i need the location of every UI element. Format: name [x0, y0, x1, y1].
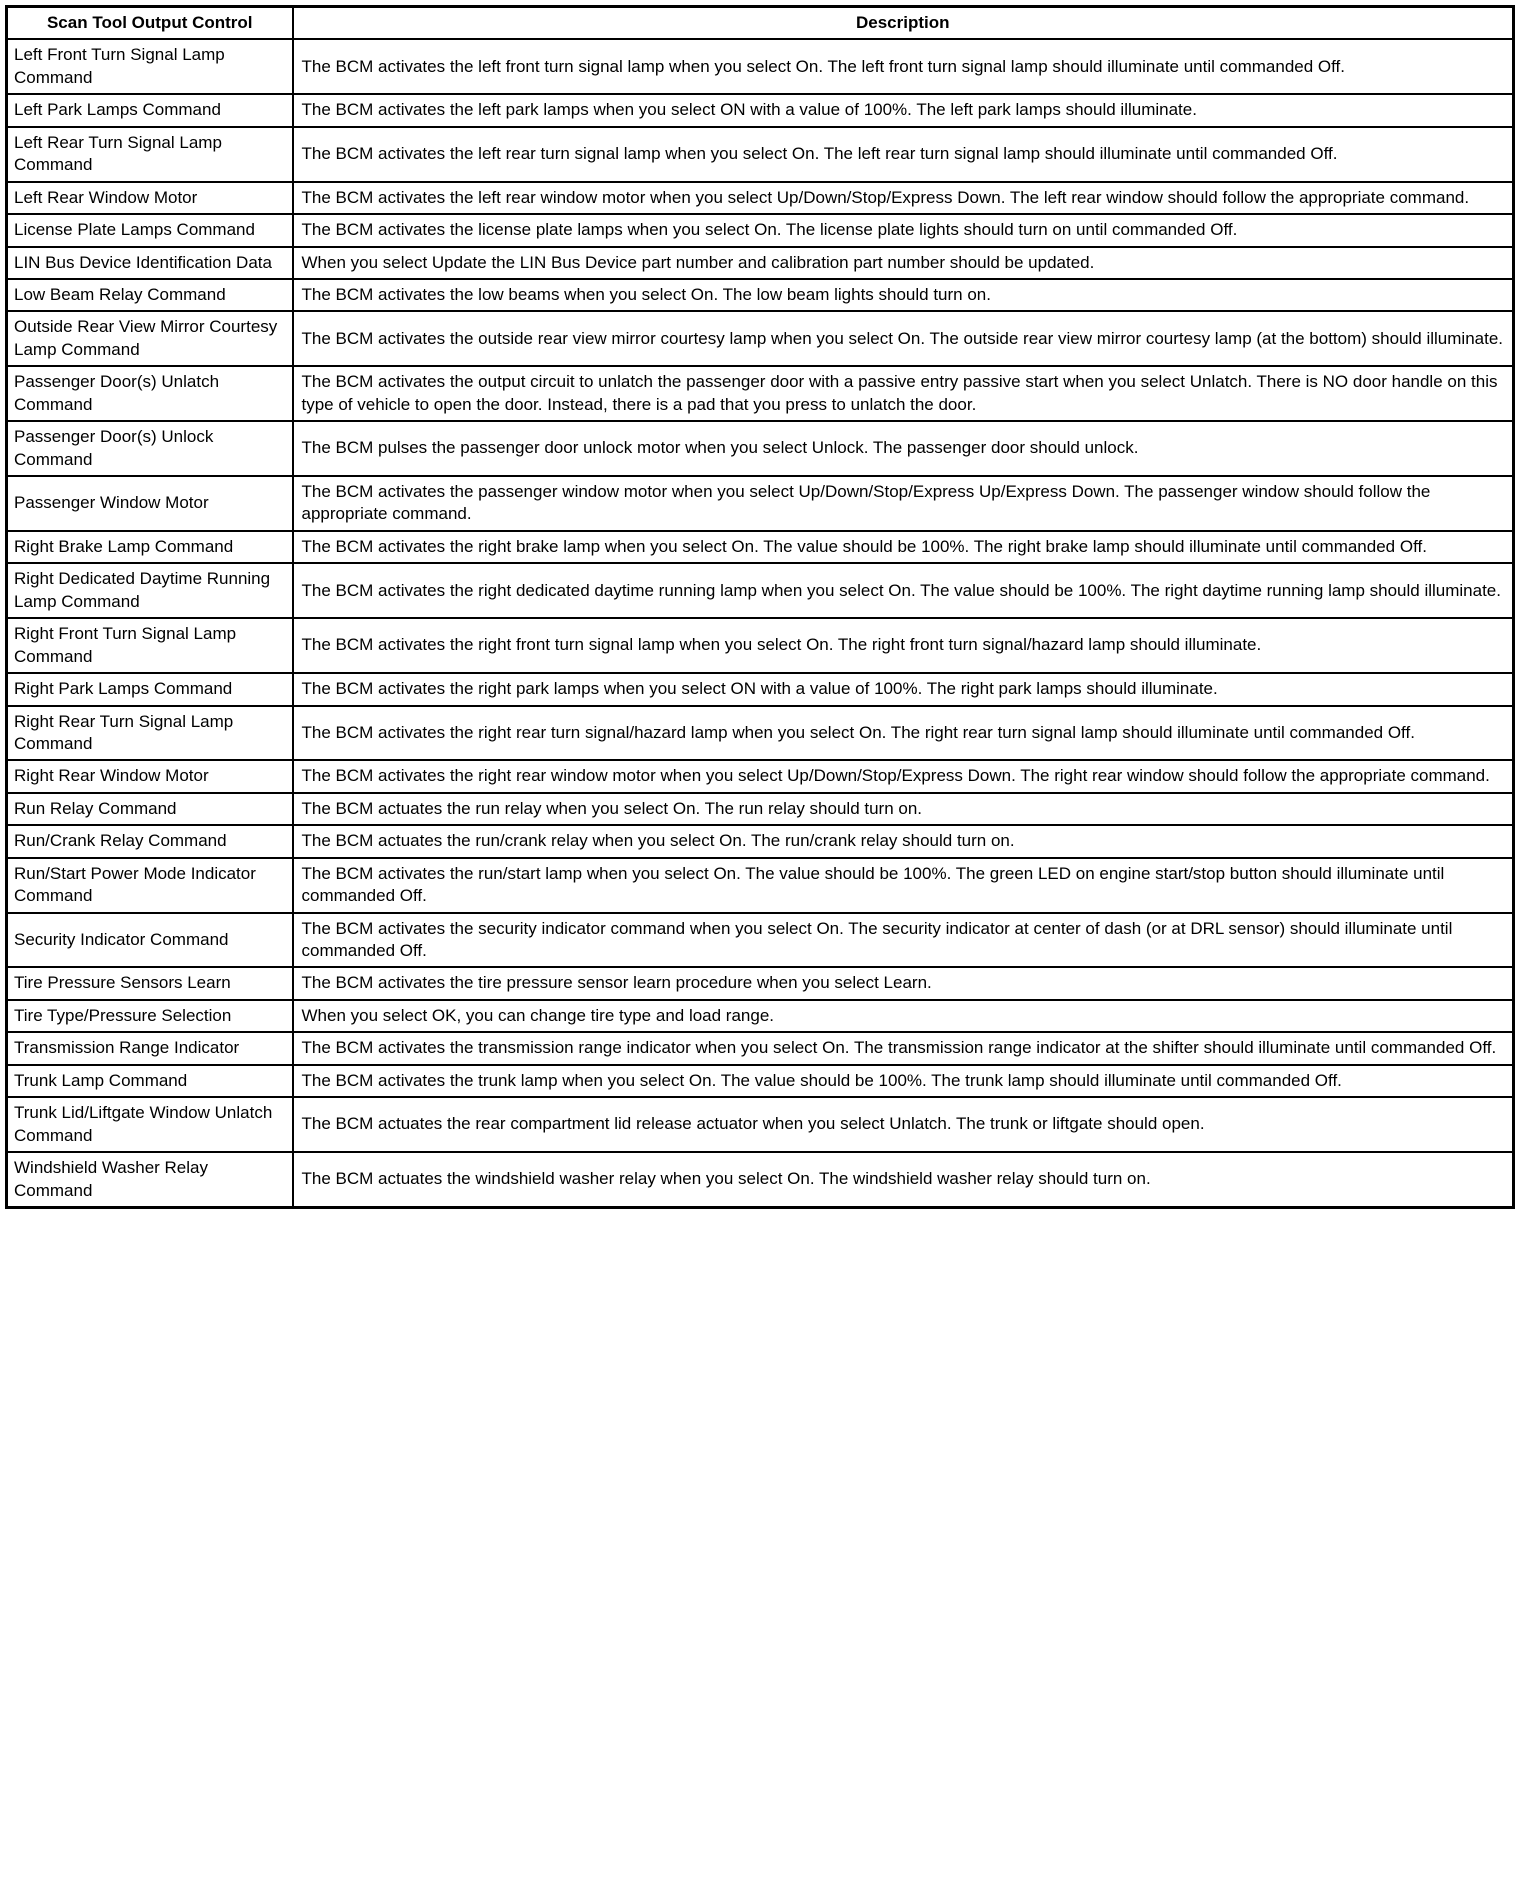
control-cell: License Plate Lamps Command: [7, 214, 293, 246]
control-cell: Left Rear Turn Signal Lamp Command: [7, 127, 293, 182]
control-cell: Left Front Turn Signal Lamp Command: [7, 39, 293, 94]
header-row: [7, 7, 1514, 40]
description-cell: The BCM activates the outside rear view mirror courtesy lamp when you select On. The outside rear view mirror courtesy lamp (at the bottom) should illuminate.: [293, 311, 1514, 366]
table-row: [7, 706, 1514, 761]
control-cell: Low Beam Relay Command: [7, 279, 293, 311]
table-row: [7, 311, 1514, 366]
table-row: [7, 421, 1514, 476]
description-cell: The BCM activates the run/start lamp when you select On. The value should be 100%. The green LED on engine start/stop button should illuminate until commanded Off.: [293, 858, 1514, 913]
table-row: [7, 39, 1514, 94]
table-row: [7, 858, 1514, 913]
table-row: [7, 94, 1514, 126]
description-cell: When you select Update the LIN Bus Device part number and calibration part number should be updated.: [293, 247, 1514, 279]
description-cell: The BCM activates the tire pressure sensor learn procedure when you select Learn.: [293, 967, 1514, 999]
header-description: Description: [293, 7, 1514, 40]
description-cell: The BCM actuates the windshield washer relay when you select On. The windshield washer relay should turn on.: [293, 1152, 1514, 1207]
control-cell: Security Indicator Command: [7, 913, 293, 968]
table-row: [7, 1065, 1514, 1097]
control-cell: Right Rear Turn Signal Lamp Command: [7, 706, 293, 761]
control-cell: Left Rear Window Motor: [7, 182, 293, 214]
control-cell: Passenger Door(s) Unlatch Command: [7, 366, 293, 421]
table-row: [7, 247, 1514, 279]
control-cell: Windshield Washer Relay Command: [7, 1152, 293, 1207]
description-cell: The BCM activates the right park lamps when you select ON with a value of 100%. The right park lamps should illuminate.: [293, 673, 1514, 705]
description-cell: The BCM pulses the passenger door unlock motor when you select Unlock. The passenger door should unlock.: [293, 421, 1514, 476]
control-cell: Run/Start Power Mode Indicator Command: [7, 858, 293, 913]
description-cell: The BCM activates the left front turn signal lamp when you select On. The left front turn signal lamp should illuminate until commanded Off.: [293, 39, 1514, 94]
scan-tool-output-table: [5, 5, 1515, 1209]
control-cell: Right Front Turn Signal Lamp Command: [7, 618, 293, 673]
description-cell: The BCM actuates the run/crank relay when you select On. The run/crank relay should turn on.: [293, 825, 1514, 857]
control-cell: LIN Bus Device Identification Data: [7, 247, 293, 279]
control-cell: Right Dedicated Daytime Running Lamp Command: [7, 563, 293, 618]
description-cell: The BCM activates the left rear turn signal lamp when you select On. The left rear turn signal lamp should illuminate until commanded Off.: [293, 127, 1514, 182]
description-cell: The BCM activates the right brake lamp when you select On. The value should be 100%. The right brake lamp should illuminate until commanded Off.: [293, 531, 1514, 563]
description-cell: The BCM actuates the rear compartment lid release actuator when you select Unlatch. The trunk or liftgate should open.: [293, 1097, 1514, 1152]
table-row: [7, 366, 1514, 421]
table-row: [7, 825, 1514, 857]
table-row: [7, 531, 1514, 563]
table-row: [7, 476, 1514, 531]
table-row: [7, 182, 1514, 214]
description-cell: The BCM activates the right front turn signal lamp when you select On. The right front turn signal/hazard lamp should illuminate.: [293, 618, 1514, 673]
description-cell: The BCM activates the passenger window motor when you select Up/Down/Stop/Express Up/Express Down. The passenger window should follow the appropriate command.: [293, 476, 1514, 531]
control-cell: Transmission Range Indicator: [7, 1032, 293, 1064]
control-cell: Run Relay Command: [7, 793, 293, 825]
table-row: [7, 1000, 1514, 1032]
table-row: [7, 563, 1514, 618]
table-row: [7, 1097, 1514, 1152]
table-row: [7, 673, 1514, 705]
control-cell: Outside Rear View Mirror Courtesy Lamp Command: [7, 311, 293, 366]
table-row: [7, 127, 1514, 182]
control-cell: Right Brake Lamp Command: [7, 531, 293, 563]
control-cell: Left Park Lamps Command: [7, 94, 293, 126]
description-cell: The BCM activates the transmission range indicator when you select On. The transmission range indicator at the shifter should illuminate until commanded Off.: [293, 1032, 1514, 1064]
description-cell: The BCM activates the left park lamps when you select ON with a value of 100%. The left park lamps should illuminate.: [293, 94, 1514, 126]
table-row: [7, 760, 1514, 792]
control-cell: Trunk Lid/Liftgate Window Unlatch Command: [7, 1097, 293, 1152]
header-control: Scan Tool Output Control: [7, 7, 293, 40]
table-row: [7, 967, 1514, 999]
table-row: [7, 1152, 1514, 1207]
control-cell: Right Rear Window Motor: [7, 760, 293, 792]
description-cell: The BCM activates the left rear window motor when you select Up/Down/Stop/Express Down. The left rear window should follow the appropriate command.: [293, 182, 1514, 214]
table-row: [7, 279, 1514, 311]
description-cell: The BCM activates the right rear window motor when you select Up/Down/Stop/Express Down. The right rear window should follow the appropriate command.: [293, 760, 1514, 792]
table-row: [7, 793, 1514, 825]
control-cell: Trunk Lamp Command: [7, 1065, 293, 1097]
description-cell: The BCM actuates the run relay when you select On. The run relay should turn on.: [293, 793, 1514, 825]
table-row: [7, 1032, 1514, 1064]
description-cell: The BCM activates the right dedicated daytime running lamp when you select On. The value should be 100%. The right daytime running lamp should illuminate.: [293, 563, 1514, 618]
description-cell: The BCM activates the right rear turn signal/hazard lamp when you select On. The right rear turn signal lamp should illuminate until commanded Off.: [293, 706, 1514, 761]
description-cell: The BCM activates the output circuit to unlatch the passenger door with a passive entry passive start when you select Unlatch. There is NO door handle on this type of vehicle to open the door. Instead, there is a pad that you press to unlatch the door.: [293, 366, 1514, 421]
description-cell: When you select OK, you can change tire type and load range.: [293, 1000, 1514, 1032]
control-cell: Right Park Lamps Command: [7, 673, 293, 705]
description-cell: The BCM activates the security indicator command when you select On. The security indicator at center of dash (or at DRL sensor) should illuminate until commanded Off.: [293, 913, 1514, 968]
description-cell: The BCM activates the license plate lamps when you select On. The license plate lights should turn on until commanded Off.: [293, 214, 1514, 246]
control-cell: Tire Type/Pressure Selection: [7, 1000, 293, 1032]
description-cell: The BCM activates the low beams when you select On. The low beam lights should turn on.: [293, 279, 1514, 311]
control-cell: Tire Pressure Sensors Learn: [7, 967, 293, 999]
table-row: [7, 214, 1514, 246]
description-cell: The BCM activates the trunk lamp when you select On. The value should be 100%. The trunk lamp should illuminate until commanded Off.: [293, 1065, 1514, 1097]
table-row: [7, 913, 1514, 968]
table-row: [7, 618, 1514, 673]
control-cell: Passenger Window Motor: [7, 476, 293, 531]
table-body: [7, 39, 1514, 1207]
control-cell: Run/Crank Relay Command: [7, 825, 293, 857]
control-cell: Passenger Door(s) Unlock Command: [7, 421, 293, 476]
